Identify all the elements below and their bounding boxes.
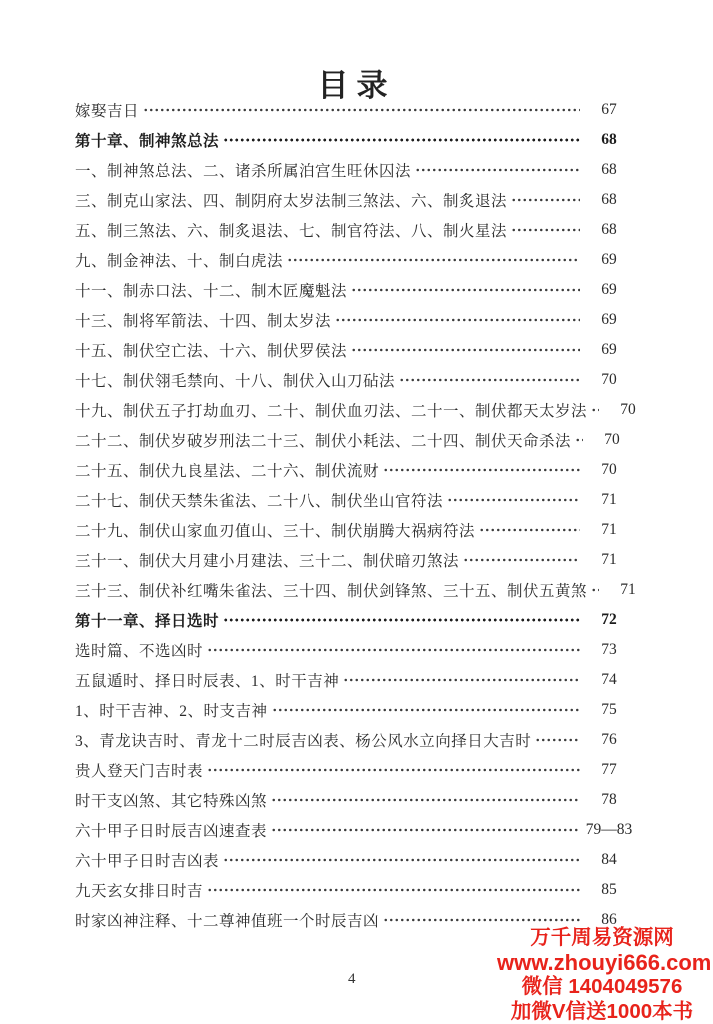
watermark-wechat-id: 微信 1404049576 xyxy=(521,975,683,998)
toc-entry-label: 时干支凶煞、其它特殊凶煞 xyxy=(75,793,268,810)
toc-entry-page-number: 70 xyxy=(601,461,617,478)
toc-entry-page-number: 70 xyxy=(604,431,620,448)
toc-entry-row xyxy=(75,665,635,695)
toc-dot-leader xyxy=(143,107,580,113)
toc-entry-page-number: 85 xyxy=(601,881,617,898)
toc-entry-row xyxy=(75,365,635,395)
toc-entry-label: 三十三、制伏补红嘴朱雀法、三十四、制伏剑锋煞、三十五、制伏五黄煞 xyxy=(75,583,588,600)
toc-entry-page-number: 72 xyxy=(601,611,617,628)
toc-entry-label: 第十章、制神煞总法 xyxy=(75,133,220,150)
toc-entry-row xyxy=(75,215,635,245)
toc-entry-label: 3、青龙诀吉时、青龙十二时辰吉凶表、杨公风水立向择日大吉时 xyxy=(75,733,532,750)
toc-dot-leader xyxy=(479,527,580,533)
toc-dot-leader xyxy=(223,617,580,623)
toc-entry-label: 六十甲子日时辰吉凶速查表 xyxy=(75,823,268,840)
toc-entry-page-number: 69 xyxy=(601,281,617,298)
toc-dot-leader xyxy=(272,707,580,713)
toc-entry-row xyxy=(75,455,635,485)
toc-entry-page-number: 84 xyxy=(601,851,617,868)
toc-entry-page-number: 77 xyxy=(601,761,617,778)
toc-dot-leader xyxy=(535,737,580,743)
toc-dot-leader xyxy=(207,887,580,893)
toc-entry-row xyxy=(75,845,635,875)
toc-entry-label: 十九、制伏五子打劫血刃、二十、制伏血刃法、二十一、制伏都天太岁法 xyxy=(75,403,588,420)
toc-entry-label: 贵人登天门吉时表 xyxy=(75,763,204,780)
toc-entry-label: 一、制神煞总法、二、诸杀所属泊宫生旺休囚法 xyxy=(75,163,412,180)
toc-entry-label: 二十五、制伏九良星法、二十六、制伏流财 xyxy=(75,463,380,480)
toc-entry-page-number: 67 xyxy=(601,101,617,118)
toc-entry-label: 嫁娶吉日 xyxy=(75,103,140,120)
toc-entry-row xyxy=(75,155,635,185)
toc-entry-row xyxy=(75,635,635,665)
toc-entry-row xyxy=(75,515,635,545)
toc-entry-row xyxy=(75,575,635,605)
toc-entry-row xyxy=(75,875,635,905)
toc-entry-label: 二十七、制伏天禁朱雀法、二十八、制伏坐山官符法 xyxy=(75,493,444,510)
toc-entry-row xyxy=(75,725,635,755)
toc-entry-page-number: 74 xyxy=(601,671,617,688)
toc-entry-label: 1、时干吉神、2、时支吉神 xyxy=(75,703,268,720)
toc-entry-label: 十一、制赤口法、十二、制木匠魔魁法 xyxy=(75,283,348,300)
toc-entry-page-number: 68 xyxy=(601,221,617,238)
toc-entry-row xyxy=(75,695,635,725)
toc-entry-row xyxy=(75,545,635,575)
toc-entry-page-number: 86 xyxy=(601,911,617,928)
watermark xyxy=(497,926,712,1024)
toc-entry-label: 九天玄女排日时吉 xyxy=(75,883,204,900)
footer-page-number: 4 xyxy=(348,971,356,987)
toc-dot-leader xyxy=(511,197,580,203)
toc-entry-page-number: 69 xyxy=(601,251,617,268)
toc-entry-label: 十七、制伏翎毛禁向、十八、制伏入山刀砧法 xyxy=(75,373,396,390)
toc-entry-page-number: 75 xyxy=(601,701,617,718)
toc-dot-leader xyxy=(271,827,580,833)
toc-entry-label: 时家凶神注释、十二尊神值班一个时辰吉凶 xyxy=(75,913,380,930)
toc-entry-row xyxy=(75,425,635,455)
toc-dot-leader xyxy=(591,587,599,593)
toc-entry-page-number: 79—83 xyxy=(585,821,633,838)
toc-dot-leader xyxy=(415,167,580,173)
toc-entry-row xyxy=(75,395,635,425)
toc-entry-label: 二十二、制伏岁破岁刑法二十三、制伏小耗法、二十四、制伏天命杀法 xyxy=(75,433,572,450)
toc-entry-label: 二十九、制伏山家血刃值山、三十、制伏崩腾大祸病符法 xyxy=(75,523,476,540)
toc-dot-leader xyxy=(351,287,580,293)
toc-dot-leader xyxy=(223,857,580,863)
toc-entry-page-number: 69 xyxy=(601,341,617,358)
toc-dot-leader xyxy=(447,497,580,503)
toc-entry-page-number: 70 xyxy=(601,371,617,388)
toc-entry-label: 十三、制将军箭法、十四、制太岁法 xyxy=(75,313,332,330)
toc-title: 目录 xyxy=(317,68,396,103)
toc-entry-label: 十五、制伏空亡法、十六、制伏罗侯法 xyxy=(75,343,348,360)
watermark-site-name: 万千周易资源网 xyxy=(530,926,674,949)
toc-dot-leader xyxy=(343,677,580,683)
toc-dot-leader xyxy=(271,797,580,803)
toc-entry-row xyxy=(75,305,635,335)
toc-entry-label: 五、制三煞法、六、制炙退法、七、制官符法、八、制火星法 xyxy=(75,223,508,240)
toc-dot-leader xyxy=(287,257,580,263)
toc-entry-label: 三十一、制伏大月建小月建法、三十二、制伏暗刃煞法 xyxy=(75,553,460,570)
toc-entry-row xyxy=(75,815,635,845)
toc-entry-page-number: 68 xyxy=(601,131,617,148)
toc-dot-leader xyxy=(591,407,599,413)
toc-list xyxy=(75,95,635,935)
toc-entry-row xyxy=(75,95,635,125)
toc-entry-page-number: 73 xyxy=(601,641,617,658)
toc-dot-leader xyxy=(351,347,580,353)
toc-entry-label: 九、制金神法、十、制白虎法 xyxy=(75,253,284,270)
toc-chapter-row xyxy=(75,605,635,635)
toc-entry-label: 第十一章、择日选时 xyxy=(75,613,220,630)
toc-entry-label: 选时篇、不选凶时 xyxy=(75,643,204,660)
toc-entry-page-number: 71 xyxy=(601,521,617,538)
toc-entry-label: 六十甲子日时吉凶表 xyxy=(75,853,220,870)
toc-entry-page-number: 71 xyxy=(601,551,617,568)
watermark-site-url: www.zhouyi666.com xyxy=(497,949,712,975)
toc-dot-leader xyxy=(383,467,580,473)
toc-dot-leader xyxy=(399,377,580,383)
watermark-promo: 加微V信送1000本书 xyxy=(510,999,694,1023)
toc-dot-leader xyxy=(575,437,583,443)
toc-entry-page-number: 76 xyxy=(601,731,617,748)
toc-entry-page-number: 69 xyxy=(601,311,617,328)
toc-dot-leader xyxy=(463,557,580,563)
toc-dot-leader xyxy=(383,917,580,923)
toc-entry-row xyxy=(75,185,635,215)
toc-entry-row xyxy=(75,335,635,365)
toc-entry-page-number: 78 xyxy=(601,791,617,808)
toc-dot-leader xyxy=(207,647,580,653)
toc-dot-leader xyxy=(207,767,580,773)
toc-entry-label: 五鼠遁时、择日时辰表、1、时干吉神 xyxy=(75,673,340,690)
toc-chapter-row xyxy=(75,125,635,155)
toc-dot-leader xyxy=(335,317,580,323)
toc-entry-row xyxy=(75,785,635,815)
toc-entry-page-number: 71 xyxy=(601,491,617,508)
toc-entry-page-number: 71 xyxy=(620,581,636,598)
toc-dot-leader xyxy=(223,137,580,143)
toc-entry-label: 三、制克山家法、四、制阴府太岁法制三煞法、六、制炙退法 xyxy=(75,193,508,210)
toc-entry-row xyxy=(75,245,635,275)
toc-entry-page-number: 70 xyxy=(620,401,636,418)
toc-dot-leader xyxy=(511,227,580,233)
toc-entry-row xyxy=(75,755,635,785)
toc-entry-row xyxy=(75,485,635,515)
toc-entry-row xyxy=(75,275,635,305)
toc-entry-page-number: 68 xyxy=(601,161,617,178)
toc-entry-page-number: 68 xyxy=(601,191,617,208)
